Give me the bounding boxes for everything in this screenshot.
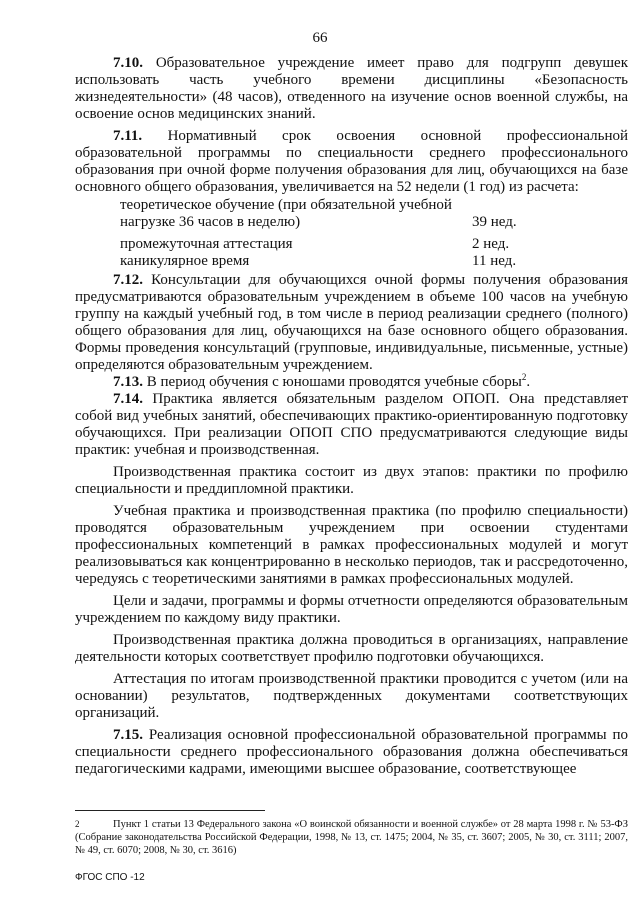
row-value: 11 нед. xyxy=(472,253,517,269)
row-value: 39 нед. xyxy=(472,214,517,230)
footnote-reference[interactable]: 2 xyxy=(521,372,527,382)
section-7-11 xyxy=(75,128,628,196)
row-label: теоретическое обучение (при обязательной учебной нагрузке 36 часов в неделю) xyxy=(120,197,452,230)
section-text: В период обучения с юношами проводятся учебные сборы xyxy=(146,374,522,390)
document-footer: ФГОС СПО -12 xyxy=(75,872,145,883)
paragraph: Аттестация по итогам производственной практики проводится с учетом (или на основании) результатов, подтвержденных документами соответствующих организаций. xyxy=(75,671,628,721)
section-7-13 xyxy=(75,374,628,391)
page-number: 66 xyxy=(312,30,328,46)
row-value: 2 нед. xyxy=(472,236,510,252)
section-number: 7.10. xyxy=(113,55,143,71)
section-number: 7.13. xyxy=(113,374,143,390)
footnote-text: Пункт 1 статьи 13 Федерального закона «О воинской обязанности и военной службе» от 28 марта 1998 г. № 53-ФЗ (Собрание законодательства Российской Федерации, 1998, № 13, ст. 1475; 2004, № 35, ст. 3607; 2005, № 30, ст. 3111; 2007, № 49, ст. 6070; 2008, № 30, ст. 3616) xyxy=(75,819,628,856)
footnote xyxy=(75,818,628,857)
study-time-table xyxy=(120,197,517,270)
section-text: Практика является обязательным разделом ОПОП. Она представляет собой вид учебных занятий, обеспечивающих практико-ориентированную подготовку обучающихся. При реализации ОПОП СПО предусматриваются следующие виды практик: учебная и производственная. xyxy=(75,391,629,458)
section-number: 7.14. xyxy=(113,391,143,407)
paragraph: Цели и задачи, программы и формы отчетности определяются образовательным учреждением по каждому виду практики. xyxy=(75,593,628,626)
section-number: 7.15. xyxy=(113,727,143,743)
section-text: Нормативный срок освоения основной профессиональной образовательной программы по специальности среднего профессионального образования при очной форме получения образования для лиц, обучающихся на базе основного общего образования, увеличивается на 52 недели (1 год) из расчета: xyxy=(75,128,629,195)
table-row xyxy=(120,253,517,270)
footnote-number: 2 xyxy=(75,819,80,829)
row-label: каникулярное время xyxy=(120,253,250,269)
sentence-end: . xyxy=(526,374,531,390)
paragraph: Производственная практика состоит из двух этапов: практики по профилю специальности и преддипломной практики. xyxy=(75,464,628,497)
footnote-divider xyxy=(75,810,265,811)
section-7-10 xyxy=(75,55,628,123)
section-7-15 xyxy=(75,727,628,778)
table-row xyxy=(120,197,517,231)
section-text: Консультации для обучающихся очной формы получения образования предусматриваются образовательным учреждением в объеме 100 часов на учебную группу на каждый учебный год, в том числе в период реализации среднего (полного) общего образования для лиц, обучающихся на базе основного общего образования. Формы проведения консультаций (групповые, индивидуальные, письменные, устные) определяются образовательным учреждением. xyxy=(75,272,629,373)
table-row xyxy=(120,231,517,253)
section-number: 7.11. xyxy=(113,128,143,144)
row-label: промежуточная аттестация xyxy=(120,236,293,252)
paragraph: Учебная практика и производственная практика (по профилю специальности) проводятся образовательным учреждением при освоении студентами профессиональных компетенций в рамках профессиональных модулей и могут реализовываться как концентрированно в несколько периодов, так и рассредоточенно, чередуясь с теоретическими занятиями в рамках профессиональных модулей. xyxy=(75,503,628,587)
document-body xyxy=(75,55,628,778)
section-text: Реализация основной профессиональной образовательной программы по специальности среднего профессионального образования должна обеспечиваться педагогическими кадрами, имеющими высшее образование, соответствующее xyxy=(75,727,628,777)
section-number: 7.12. xyxy=(113,272,143,288)
section-7-14 xyxy=(75,391,628,459)
section-7-12 xyxy=(75,272,628,374)
section-text: Образовательное учреждение имеет право для подгрупп девушек использовать часть учебного времени дисциплины «Безопасность жизнедеятельности» (48 часов), отведенного на изучение основ военной службы, на освоение основ медицинских знаний. xyxy=(75,55,628,122)
paragraph: Производственная практика должна проводиться в организациях, направление деятельности которых соответствует профилю подготовки обучающихся. xyxy=(75,632,628,665)
